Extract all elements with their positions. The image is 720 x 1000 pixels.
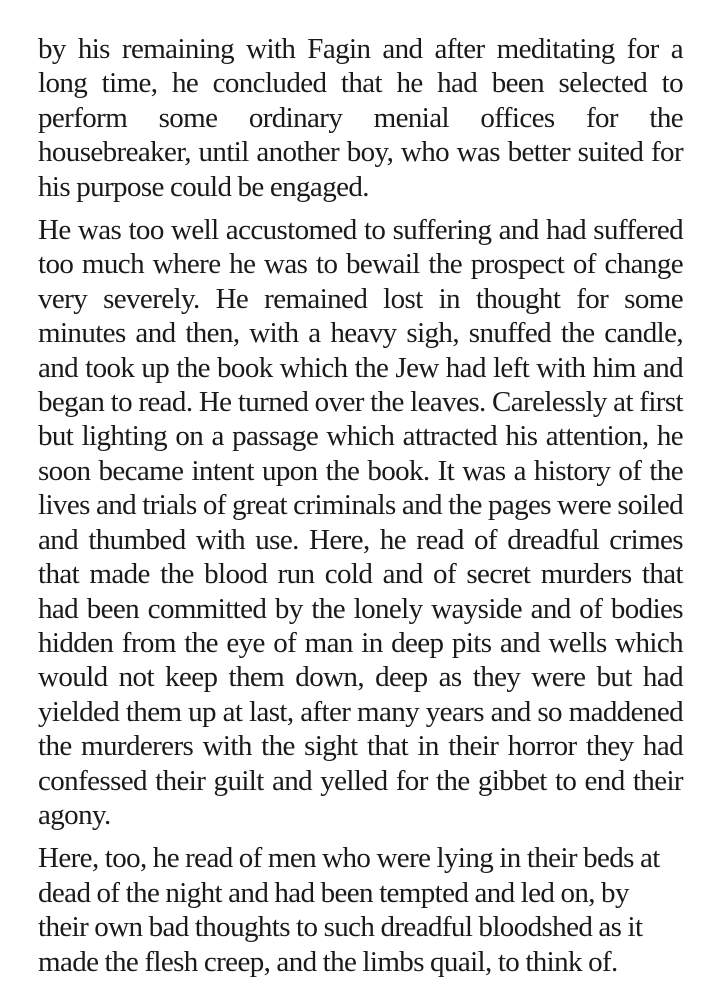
page-body — [38, 32, 683, 988]
paragraph-2: He was too well accustomed to suffering and had suffered too much where he was to bewail the prospect of change very severely. He remained lost in thought for some minutes and then, with a heavy sigh, snuffed the candle, and took up the book which the Jew had left with him and began to read. He turned over the leaves. Carelessly at first but lighting on a passage which attracted his attention, he soon became intent upon the book. It was a history of the lives and trials of great criminals and the pages were soiled and thumbed with use. Here, he read of dreadful crimes that made the blood run cold and of secret murders that had been committed by the lonely wayside and of bodies hidden from the eye of man in deep pits and wells which would not keep them down, deep as they were but had yielded them up at last, after many years and so maddened the murderers with the sight that in their horror they had confessed their guilt and yelled for the gibbet to end their agony. — [38, 214, 683, 831]
paragraph-1: by his remaining with Fagin and after meditating for a long time, he concluded that he had been selected to perform some ordinary menial offices for the housebreaker, until another boy, who was better suited for his purpose could be engaged. — [38, 33, 683, 203]
paragraph-3: Here, too, he read of men who were lying in their beds at dead of the night and had been tempted and led on, by their own bad thoughts to such dreadful bloodshed as it made the flesh creep, and the limbs quail, to think of. — [38, 842, 660, 978]
